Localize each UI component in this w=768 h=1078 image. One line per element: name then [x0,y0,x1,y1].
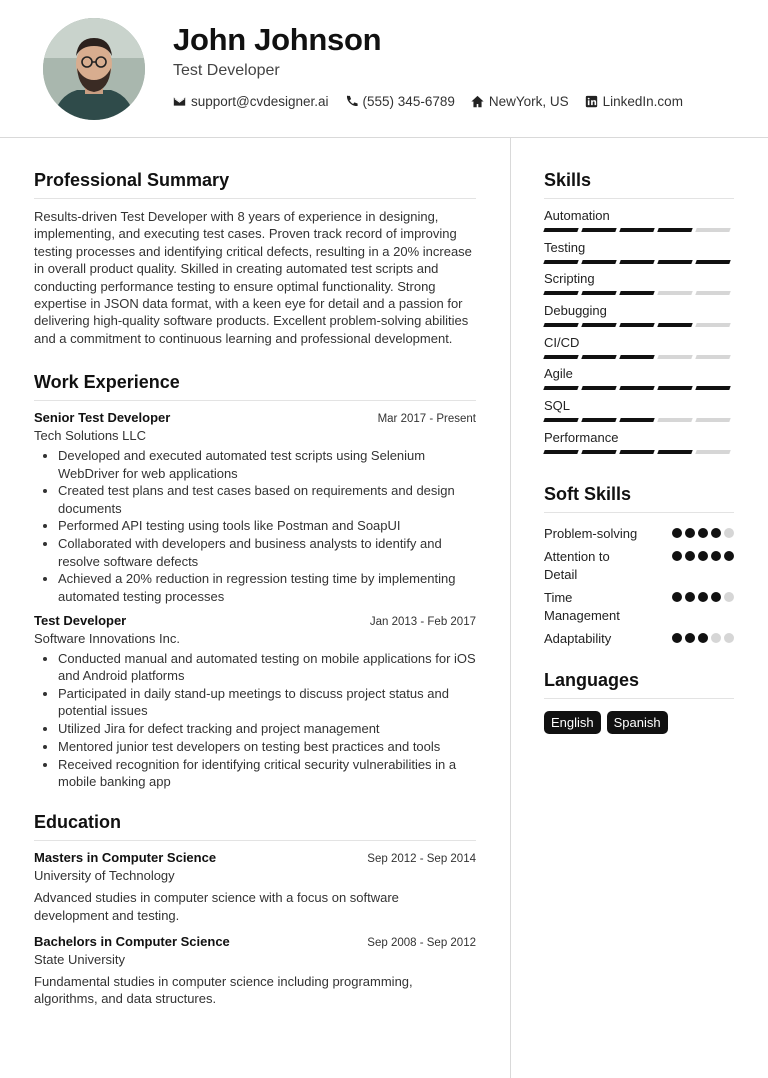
rating-dot [672,633,682,643]
skill-item [544,208,734,240]
education-header [34,850,476,865]
skill-name: Debugging [544,303,607,319]
skill-name: Testing [544,239,586,255]
skill-name: Agile [544,366,573,382]
rating-dot [724,528,734,538]
portrait-image [43,18,145,120]
bullet-item: • Achieved a 20% reduction in regression testing time by implementing automated testing processes [58,570,476,605]
skill-level-bar [544,260,734,264]
summary-text: Results-driven Test Developer with 8 years of experience in designing, implementing, and executing test cases. Proven track record of improving testing processes and identifying critical defects, resulting in a 20% increase in overall product quality. Skilled in creating automated test scripts and conducting performance testing to ensure optimal functionality. Strong expertise in JSON data format, with a keen eye for detail and a passion for delivering high-quality software products. Excellent problem-solving abilities and a commitment to continuous learning and professional development. [34,209,472,346]
job-header [34,410,476,425]
skill-level-segment [619,386,654,390]
skill-level-segment [695,260,730,264]
rating-dot [685,633,695,643]
education-entry [34,850,476,924]
job-list [34,410,476,790]
skill-level-segment [619,418,654,422]
bullet-item: • Mentored junior test developers on testing best practices and tools [58,738,476,755]
rating-dot [685,551,695,561]
soft-skill-item [544,525,734,543]
rating-dot [672,528,682,538]
rating-dot [698,528,708,538]
skill-level-bar [544,355,734,359]
linkedin-text: LinkedIn.com [602,94,683,109]
skill-level-bar [544,323,734,327]
skill-level-segment [657,418,692,422]
job-bullets [34,447,476,605]
skill-level-segment [581,228,616,232]
education-date: Sep 2012 - Sep 2014 [367,853,476,866]
skill-level-segment [581,291,616,295]
soft-skills-list [544,525,734,648]
soft-skill-rating [672,551,734,561]
skill-level-bar [544,450,734,454]
soft-skill-name: Adaptability [544,631,612,646]
rating-dot [711,528,721,538]
languages-list [544,711,734,734]
skill-level-segment [619,355,654,359]
skill-level-segment [695,450,730,454]
skill-level-segment [543,450,578,454]
school-name: State University [34,951,126,967]
job-role: Test Developer [34,612,127,628]
job-header [34,613,476,628]
skill-item [544,430,734,462]
skill-level-segment [657,386,692,390]
contact-list [173,94,683,109]
rating-dot [698,551,708,561]
phone-icon [345,95,358,108]
skill-level-segment [543,418,578,422]
summary-heading: Professional Summary [34,170,476,199]
rating-dot [724,592,734,602]
soft-skill-rating [672,592,734,602]
skills-heading: Skills [544,170,734,199]
rating-dot [711,592,721,602]
skill-level-bar [544,291,734,295]
rating-dot [685,592,695,602]
rating-dot [698,592,708,602]
skills-list [544,208,734,462]
skill-name: Scripting [544,271,595,287]
skill-name: SQL [544,398,571,414]
rating-dot [685,528,695,538]
job-entry [34,613,476,790]
soft-skill-name: Problem-solving [544,525,638,541]
rating-dot [698,633,708,643]
linkedin-icon [585,95,598,108]
bullet-item: • Performed API testing using tools like Postman and SoapUI [58,517,476,534]
school-name: University of Technology [34,868,175,884]
skill-level-segment [695,291,730,295]
job-company: Tech Solutions LLC [34,428,147,444]
soft-skill-item [544,589,734,624]
email-text: support@cvdesigner.ai [191,94,329,109]
skill-item [544,240,734,272]
skill-level-segment [581,418,616,422]
education-description: Fundamental studies in computer science including programming, algorithms, and data structures. [34,973,413,1007]
bullet-item: • Created test plans and test cases based on requirements and design documents [58,482,476,517]
skill-level-segment [619,291,654,295]
skill-level-segment [543,323,578,327]
skill-level-segment [657,450,692,454]
soft-skill-rating [672,528,734,538]
bullet-item: • Conducted manual and automated testing on mobile applications for iOS and Android platforms [58,650,476,685]
education-list [34,850,476,1007]
soft-skill-name: Time Management [544,590,620,623]
skill-name: CI/CD [544,334,580,350]
rating-dot [711,551,721,561]
skill-item [544,366,734,398]
skill-level-segment [657,260,692,264]
education-description: Advanced studies in computer science with a focus on software development and testing. [34,890,399,923]
soft-skill-rating [672,633,734,643]
location-text: NewYork, US [488,94,569,109]
skill-level-segment [695,228,730,232]
avatar [43,18,145,120]
skill-level-segment [543,291,578,295]
envelope-icon [173,95,186,108]
bullet-item: • Developed and executed automated test scripts using Selenium WebDriver for web applications [58,447,476,482]
skill-level-segment [657,228,692,232]
skill-level-bar [544,228,734,232]
candidate-name: John Johnson [173,22,382,57]
skill-level-bar [544,418,734,422]
skill-level-segment [657,323,692,327]
degree-name: Masters in Computer Science [34,850,217,866]
bullet-item: • Received recognition for identifying critical security vulnerabilities in a mobile banking app [58,756,476,791]
contact-linkedin[interactable] [585,94,683,109]
rating-dot [724,633,734,643]
skill-level-segment [581,323,616,327]
skill-level-bar [544,386,734,390]
skill-level-segment [581,260,616,264]
skill-level-segment [657,355,692,359]
skill-item [544,271,734,303]
skill-item [544,335,734,367]
job-entry [34,410,476,605]
skill-item [544,303,734,335]
skill-level-segment [695,355,730,359]
skill-level-segment [695,418,730,422]
work-heading: Work Experience [34,372,476,401]
job-company: Software Innovations Inc. [34,630,180,646]
bullet-item: • Collaborated with developers and business analysts to identify and resolve software defects [58,535,476,570]
rating-dot [711,633,721,643]
column-divider [510,138,511,1078]
soft-skill-name: Attention to Detail [544,549,610,582]
education-header [34,934,476,949]
education-date: Sep 2008 - Sep 2012 [367,936,476,949]
rating-dot [672,592,682,602]
skill-level-segment [581,386,616,390]
job-role: Senior Test Developer [34,410,171,426]
rating-dot [672,551,682,561]
job-date: Jan 2013 - Feb 2017 [369,615,476,628]
skill-level-segment [619,260,654,264]
skill-level-segment [543,260,578,264]
skill-level-segment [695,323,730,327]
language-badge: English [544,711,601,734]
job-bullets [34,650,476,790]
skill-level-segment [543,386,578,390]
bullet-item: • Utilized Jira for defect tracking and project management [58,720,476,737]
candidate-title: Test Developer [173,62,280,79]
skill-level-segment [657,291,692,295]
language-badge: Spanish [607,711,668,734]
skill-item [544,398,734,430]
skill-level-segment [619,450,654,454]
skill-level-segment [543,355,578,359]
sidebar-column [544,170,734,734]
soft-skill-item [544,630,734,648]
skill-name: Automation [544,208,610,223]
education-heading: Education [34,812,476,841]
skill-level-segment [619,323,654,327]
rating-dot [724,551,734,561]
skill-level-segment [695,386,730,390]
skill-level-segment [543,228,578,232]
skill-name: Performance [544,429,619,445]
skill-level-segment [581,355,616,359]
main-column [34,170,476,1015]
languages-heading: Languages [544,670,734,699]
contact-email[interactable] [173,94,329,109]
contact-phone[interactable] [345,94,455,109]
skill-level-segment [619,228,654,232]
bullet-item: • Participated in daily stand-up meetings to discuss project status and potential issues [58,685,476,720]
soft-skills-heading: Soft Skills [544,484,734,513]
education-entry [34,934,476,1008]
contact-location [471,94,569,109]
phone-text: (555) 345-6789 [362,94,455,109]
job-date: Mar 2017 - Present [377,413,476,426]
home-icon [471,95,484,108]
skill-level-segment [581,450,616,454]
soft-skill-item [544,548,734,583]
resume-header [0,0,768,138]
degree-name: Bachelors in Computer Science [34,933,230,949]
